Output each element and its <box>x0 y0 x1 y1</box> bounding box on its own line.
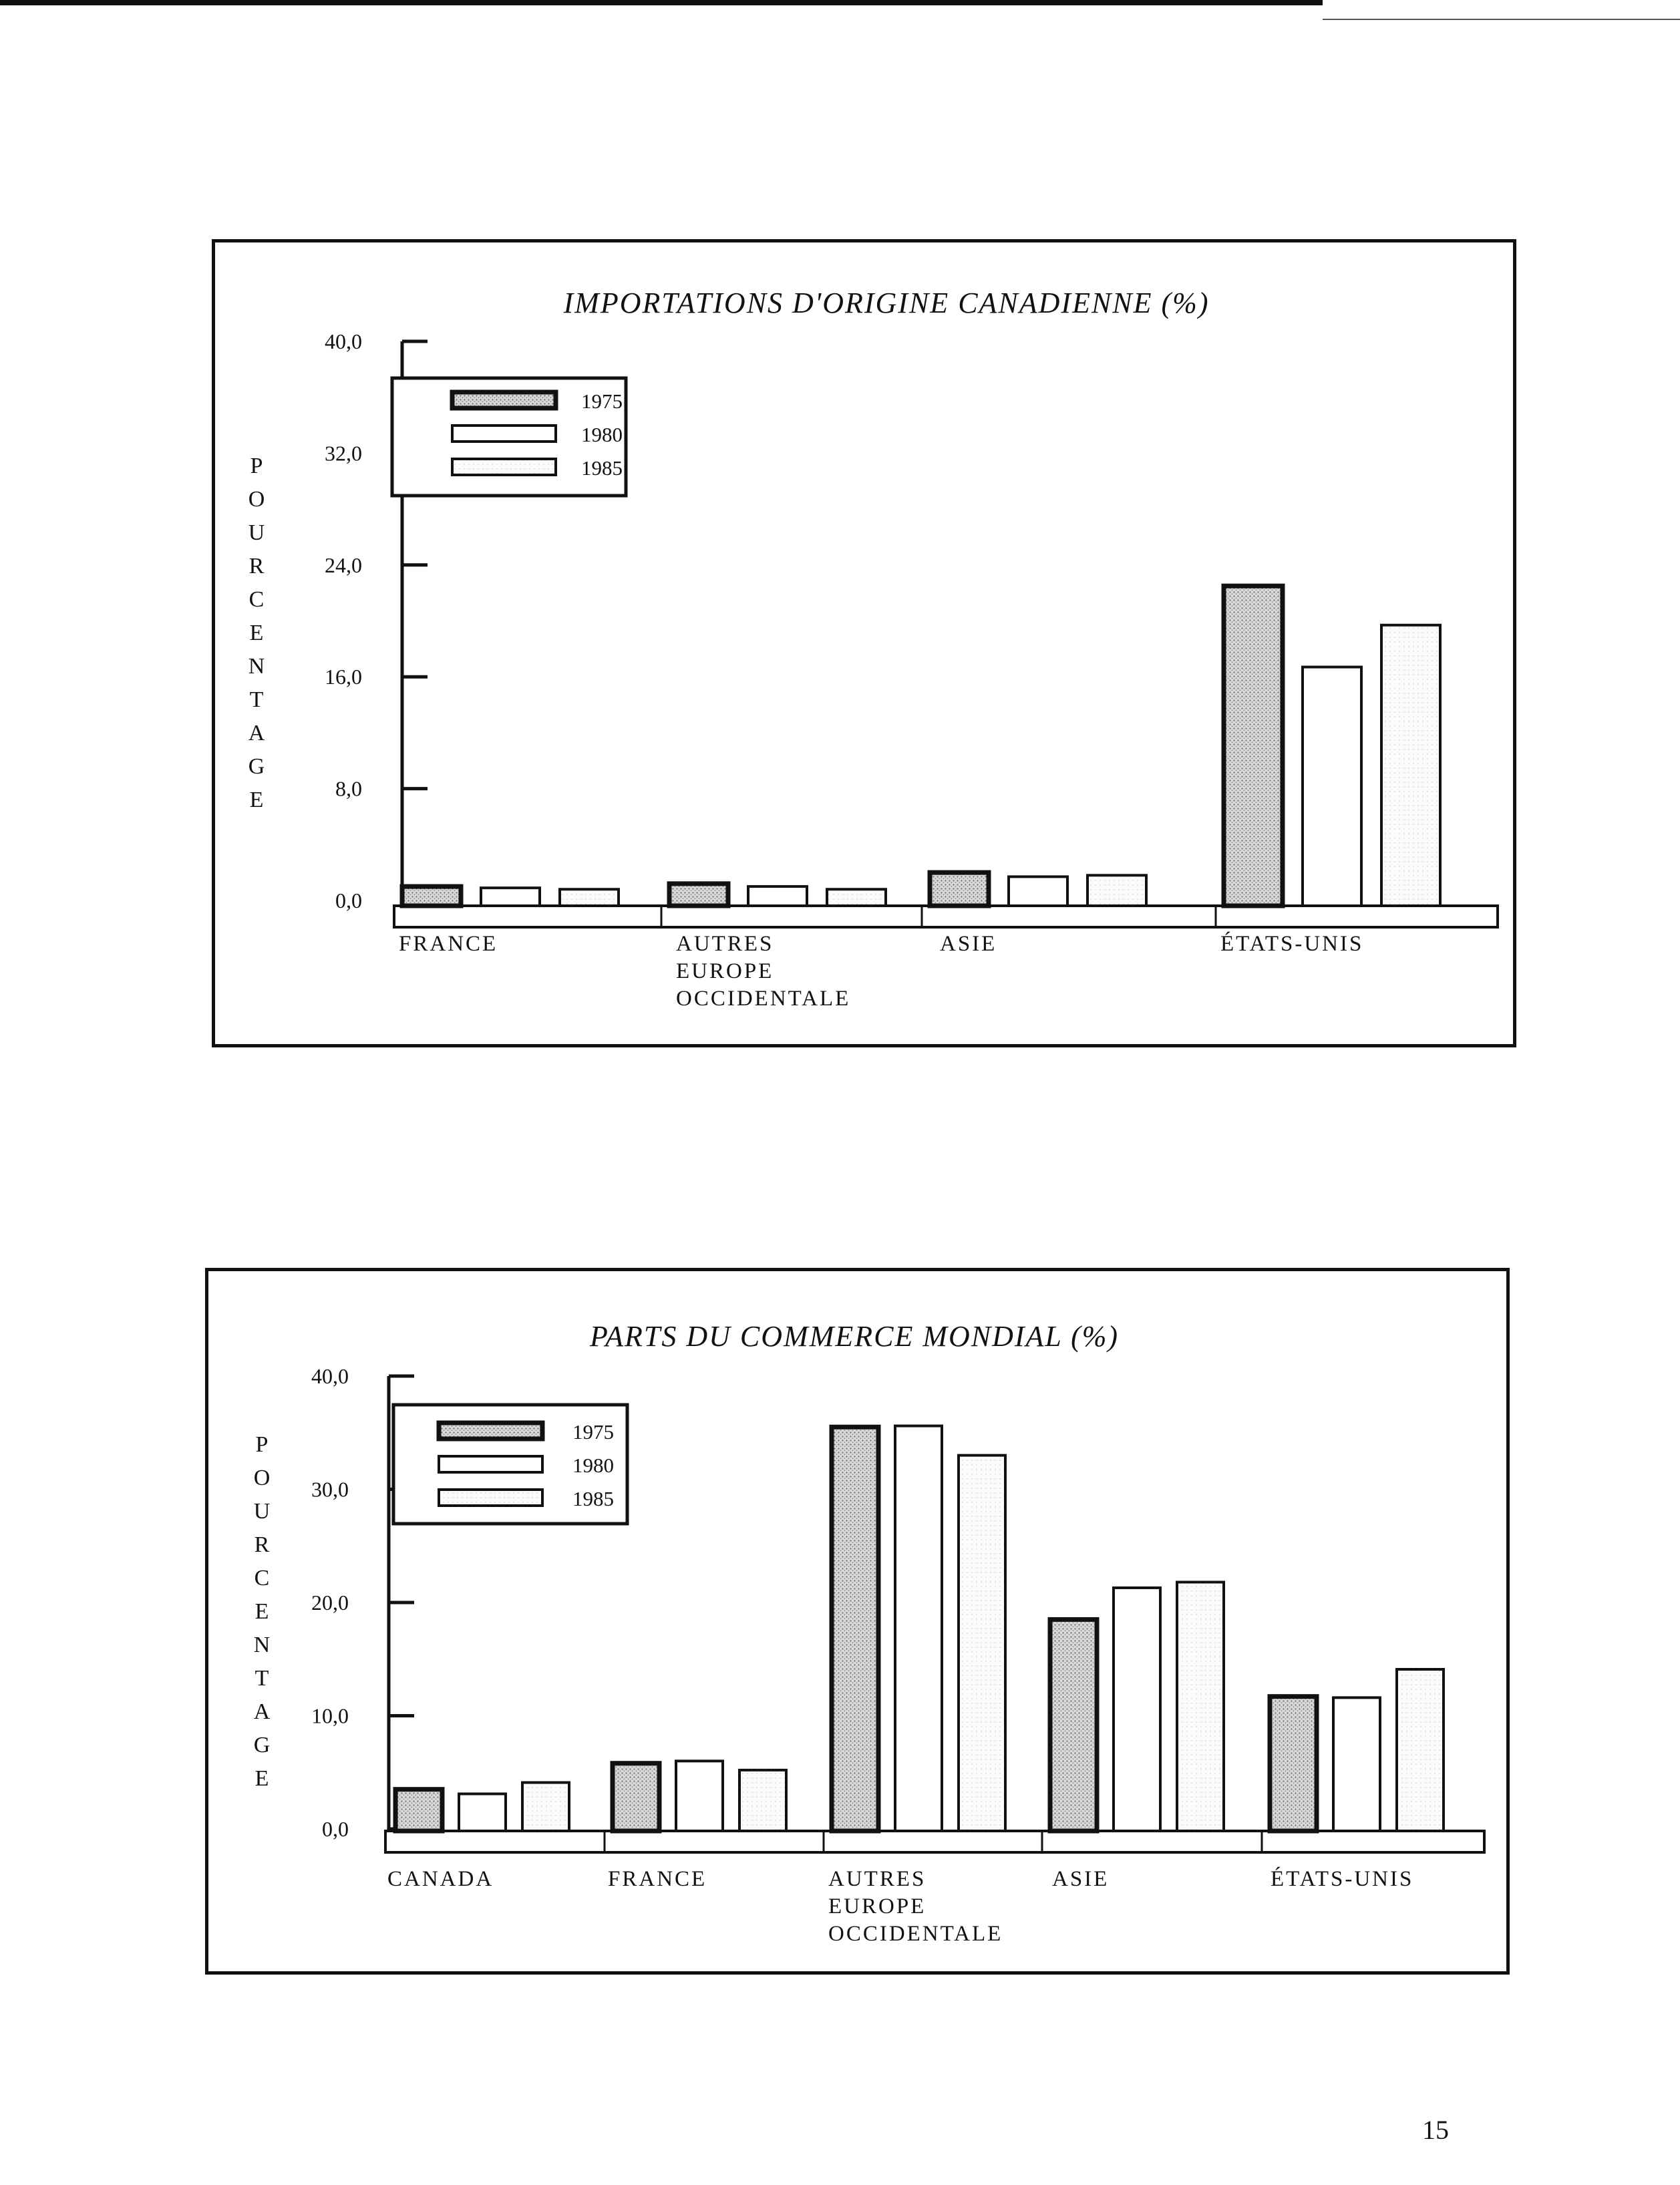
bar-france-1980 <box>676 1761 723 1831</box>
bar-france-1985 <box>739 1770 786 1831</box>
x-category-label: AUTRES <box>828 1867 927 1891</box>
x-category-label: ÉTATS-UNIS <box>1271 1867 1414 1891</box>
y-tick-label: 0,0 <box>335 888 362 912</box>
x-category-label: FRANCE <box>608 1867 707 1891</box>
legend-label-1975: 1975 <box>581 389 623 413</box>
page-top-rule <box>0 0 1323 5</box>
bar-france-1975 <box>402 886 461 906</box>
y-axis-label-letter: O <box>248 487 265 512</box>
chart-commerce-mondial-frame <box>205 1268 1510 1975</box>
y-axis-label-letter: N <box>253 1633 271 1657</box>
bar-asie-1985 <box>1087 875 1146 906</box>
bar-etats-unis-1980 <box>1333 1697 1380 1831</box>
y-axis-label-letter: E <box>249 788 264 812</box>
legend-label-1985: 1985 <box>572 1487 614 1510</box>
bar-etats-unis-1980 <box>1303 667 1361 906</box>
y-axis-label-letter: P <box>250 454 263 478</box>
x-category-label: OCCIDENTALE <box>828 1922 1003 1946</box>
y-tick-label: 30,0 <box>311 1477 349 1502</box>
bar-canada-1985 <box>522 1783 569 1831</box>
legend-swatch-1985 <box>452 459 556 475</box>
bar-asie-1980 <box>1009 876 1067 906</box>
y-axis-label-letter: A <box>253 1699 271 1724</box>
bar-etats-unis-1975 <box>1270 1697 1317 1831</box>
x-category-label: EUROPE <box>828 1894 927 1918</box>
legend-label-1975: 1975 <box>572 1420 614 1444</box>
x-category-label: CANADA <box>387 1867 494 1891</box>
chart-importations <box>215 242 1513 1044</box>
page-top-rule-thin <box>1323 19 1680 20</box>
y-axis-label-letter: U <box>253 1499 271 1524</box>
y-axis-label-letter: U <box>248 520 265 545</box>
legend-swatch-1975 <box>452 392 556 408</box>
y-axis-label-letter: T <box>249 687 264 712</box>
x-category-label: OCCIDENTALE <box>676 987 851 1011</box>
bar-etats-unis-1985 <box>1381 625 1440 906</box>
bar-france-1975 <box>613 1763 659 1831</box>
y-axis-label-letter: E <box>255 1599 269 1624</box>
y-tick-label: 32,0 <box>325 441 362 466</box>
chart-title: PARTS DU COMMERCE MONDIAL (%) <box>589 1320 1120 1353</box>
y-axis-label-letter: T <box>255 1666 269 1691</box>
y-tick-label: 24,0 <box>325 552 362 577</box>
bar-asie-1975 <box>930 872 989 906</box>
x-category-label: ASIE <box>940 932 997 956</box>
legend-label-1985: 1985 <box>581 456 623 480</box>
bar-etats-unis-1975 <box>1224 586 1283 906</box>
y-axis-label-letter: R <box>248 554 265 578</box>
y-axis-label-letter: P <box>255 1432 269 1457</box>
bar-etats-unis-1985 <box>1397 1669 1444 1831</box>
bar-france-1985 <box>560 889 619 906</box>
x-axis-base <box>394 906 1498 927</box>
y-axis-label-letter: G <box>253 1733 271 1757</box>
x-axis-base <box>385 1831 1484 1852</box>
y-axis-label-letter: E <box>255 1766 269 1791</box>
bar-autres-europe-occidentale-1975 <box>832 1427 878 1831</box>
y-axis-label-letter: G <box>248 754 265 779</box>
legend-swatch-1980 <box>439 1456 542 1472</box>
bar-autres-europe-occidentale-1985 <box>959 1456 1005 1831</box>
y-tick-label: 16,0 <box>325 665 362 689</box>
bar-canada-1975 <box>395 1790 442 1831</box>
y-tick-label: 40,0 <box>311 1364 349 1388</box>
legend-label-1980: 1980 <box>581 423 623 446</box>
chart-title: IMPORTATIONS D'ORIGINE CANADIENNE (%) <box>563 287 1210 319</box>
y-axis-label-letter: E <box>249 621 264 645</box>
x-category-label: ASIE <box>1052 1867 1110 1891</box>
y-axis-label-letter: O <box>253 1466 271 1490</box>
y-axis-label-letter: C <box>248 587 265 612</box>
legend-swatch-1975 <box>439 1423 542 1439</box>
page-number: 15 <box>1422 2115 1449 2145</box>
x-category-label: ÉTATS-UNIS <box>1220 932 1364 956</box>
y-axis-label-letter: R <box>254 1532 270 1557</box>
x-category-label: AUTRES <box>676 932 774 956</box>
bar-autres-europe-occidentale-1980 <box>895 1426 942 1831</box>
x-category-label: FRANCE <box>399 932 498 956</box>
bar-asie-1985 <box>1177 1582 1224 1831</box>
y-tick-label: 8,0 <box>335 776 362 801</box>
y-axis-label-letter: A <box>248 721 265 745</box>
bar-canada-1980 <box>459 1794 506 1831</box>
bar-autres-europe-occidentale-1985 <box>827 889 886 906</box>
y-tick-label: 20,0 <box>311 1590 349 1615</box>
y-axis-label-letter: N <box>248 654 265 679</box>
y-tick-label: 40,0 <box>325 329 362 353</box>
bar-asie-1975 <box>1050 1619 1097 1831</box>
bar-autres-europe-occidentale-1980 <box>748 886 807 906</box>
chart-importations-frame <box>212 239 1516 1047</box>
y-tick-label: 0,0 <box>322 1817 349 1841</box>
bar-asie-1980 <box>1114 1588 1160 1831</box>
y-tick-label: 10,0 <box>311 1703 349 1728</box>
bar-autres-europe-occidentale-1975 <box>669 884 728 906</box>
bar-france-1980 <box>481 888 540 906</box>
y-axis-label-letter: C <box>254 1566 270 1590</box>
legend-swatch-1980 <box>452 426 556 442</box>
legend-swatch-1985 <box>439 1490 542 1506</box>
x-category-label: EUROPE <box>676 959 774 983</box>
legend-label-1980: 1980 <box>572 1454 614 1477</box>
chart-commerce-mondial <box>208 1271 1506 1971</box>
